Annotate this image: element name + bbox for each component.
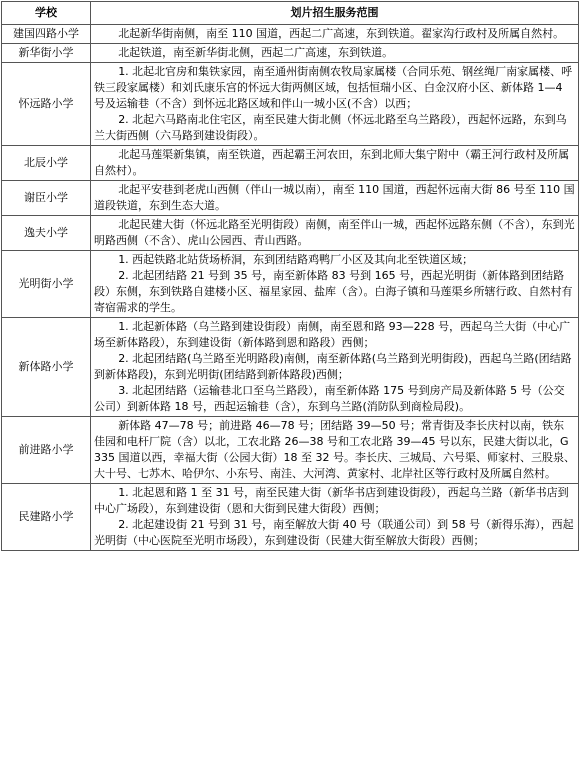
scope-cell bbox=[91, 318, 579, 417]
scope-paragraph: 1. 北起北官房和集铁家园，南至通州街南侧农牧局家属楼（合同乐苑、钢丝绳厂南家属楼、呼铁三段家属楼）和刘氏康乐宫的怀远大街两侧区域，包括恒瑞小区、白金汉府小区、新体路 1—4 号及运输巷（不含）到怀远北路区域和伴山一城小区(不含）以西； bbox=[94, 65, 573, 110]
school-name-cell: 北辰小学 bbox=[2, 146, 91, 181]
table-row bbox=[2, 417, 579, 484]
school-name-cell: 前进路小学 bbox=[2, 417, 91, 484]
scope-paragraph: 2. 北起建设街 21 号到 31 号，南至解放大街 40 号（联通公司）到 58 号（新得乐海），西起光明街（中心医院至光明市场段），东到建设街（民建大街至解放大街段）西侧； bbox=[94, 518, 574, 547]
table-body bbox=[2, 25, 579, 551]
table-row bbox=[2, 25, 579, 44]
header-school: 学校 bbox=[2, 2, 91, 25]
table-row bbox=[2, 181, 579, 216]
scope-paragraph: 1. 北起新体路（乌兰路到建设街段）南侧，南至恩和路 93—228 号，西起乌兰大街（中心广场至新体路段），东到建设街（新体路到恩和路段）西侧； bbox=[94, 320, 571, 349]
scope-paragraph: 北起平安巷到老虎山西侧（伴山一城以南），南至 110 国道，西起怀远南大街 86 号至 110 国道段铁道，东到生态大道。 bbox=[94, 183, 575, 212]
scope-paragraph: 新体路 47—78 号；前进路 46—78 号；团结路 39—50 号；常青街及李长庆村以南，铁东佳园和电杆厂院（含）以北，工农北路 26—38 号和工农北路 39—45 号以东，民建大街以北，G335 国道以西，幸福大街（公园大街）18 至 32 号。李长庆、三城局、六号渠、师家村、三股泉、大十号、七苏木、哈伊尔、小东号、南洼、大河湾、黄家村、北岸社区等行政村及所属自然村。 bbox=[94, 419, 575, 480]
table-header-row bbox=[2, 2, 579, 25]
scope-paragraph: 2. 北起六马路南北住宅区，南至民建大街北侧（怀远北路至乌兰路段），西起怀远路，东到乌兰大街西侧（六马路到建设街段）。 bbox=[94, 113, 567, 142]
scope-cell bbox=[91, 417, 579, 484]
school-name-cell: 新华街小学 bbox=[2, 44, 91, 63]
table-row bbox=[2, 63, 579, 146]
scope-paragraph: 3. 北起团结路（运输巷北口至乌兰路段），南至新体路 175 号到房产局及新体路 5 号（公交公司）到新体路 18 号，西起运输巷（含），东到乌兰路(消防队到商检局段)。 bbox=[94, 384, 565, 413]
scope-paragraph: 北起新华街南侧，南至 110 国道，西起二广高速，东到铁道。翟家沟行政村及所属自然村。 bbox=[118, 27, 565, 40]
table-row bbox=[2, 484, 579, 551]
table-row bbox=[2, 318, 579, 417]
scope-cell bbox=[91, 44, 579, 63]
table-row bbox=[2, 216, 579, 251]
table-row bbox=[2, 146, 579, 181]
scope-paragraph: 1. 西起铁路北站货场桥洞，东到团结路鸡鸭厂小区及其向北至铁道区域； bbox=[118, 253, 474, 266]
school-name-cell: 民建路小学 bbox=[2, 484, 91, 551]
scope-paragraph: 北起马莲渠新集镇，南至铁道，西起霸王河农田，东到北师大集宁附中（霸王河行政村及所属自然村）。 bbox=[94, 148, 570, 177]
scope-paragraph: 2. 北起团结路 21 号到 35 号，南至新体路 83 号到 165 号，西起光明街（新体路到团结路段）东侧，东到铁路自建楼小区、福星家园、盐库（含）。白海子镇和马莲渠乡所辖行政、自然村有寄宿需求的学生。 bbox=[94, 269, 573, 314]
scope-cell bbox=[91, 25, 579, 44]
school-name-cell: 怀远路小学 bbox=[2, 63, 91, 146]
enrollment-table bbox=[1, 1, 579, 551]
school-name-cell: 逸夫小学 bbox=[2, 216, 91, 251]
scope-cell bbox=[91, 146, 579, 181]
header-scope: 划片招生服务范围 bbox=[91, 2, 579, 25]
scope-cell bbox=[91, 181, 579, 216]
scope-cell bbox=[91, 484, 579, 551]
scope-paragraph: 2. 北起团结路(乌兰路至光明路段)南侧，南至新体路(乌兰路到光明街段)，西起乌兰路(团结路到新体路段)，东到光明街(团结路到新体路段)西侧； bbox=[94, 352, 572, 381]
scope-paragraph: 北起铁道，南至新华街北侧，西起二广高速，东到铁道。 bbox=[118, 46, 394, 59]
table-row bbox=[2, 44, 579, 63]
scope-paragraph: 1. 北起恩和路 1 至 31 号，南至民建大街（新华书店到建设街段），西起乌兰路（新华书店到中心广场段），东到建设街（恩和大街到民建大街段）西侧； bbox=[94, 486, 569, 515]
school-name-cell: 新体路小学 bbox=[2, 318, 91, 417]
scope-cell bbox=[91, 216, 579, 251]
school-name-cell: 谢臣小学 bbox=[2, 181, 91, 216]
table-row bbox=[2, 251, 579, 318]
scope-cell bbox=[91, 251, 579, 318]
school-name-cell: 建国四路小学 bbox=[2, 25, 91, 44]
scope-cell bbox=[91, 63, 579, 146]
scope-paragraph: 北起民建大街（怀远北路至光明街段）南侧，南至伴山一城，西起怀远路东侧（不含），东到光明路西侧（不含）、虎山公园西、青山西路。 bbox=[94, 218, 575, 247]
school-name-cell: 光明街小学 bbox=[2, 251, 91, 318]
